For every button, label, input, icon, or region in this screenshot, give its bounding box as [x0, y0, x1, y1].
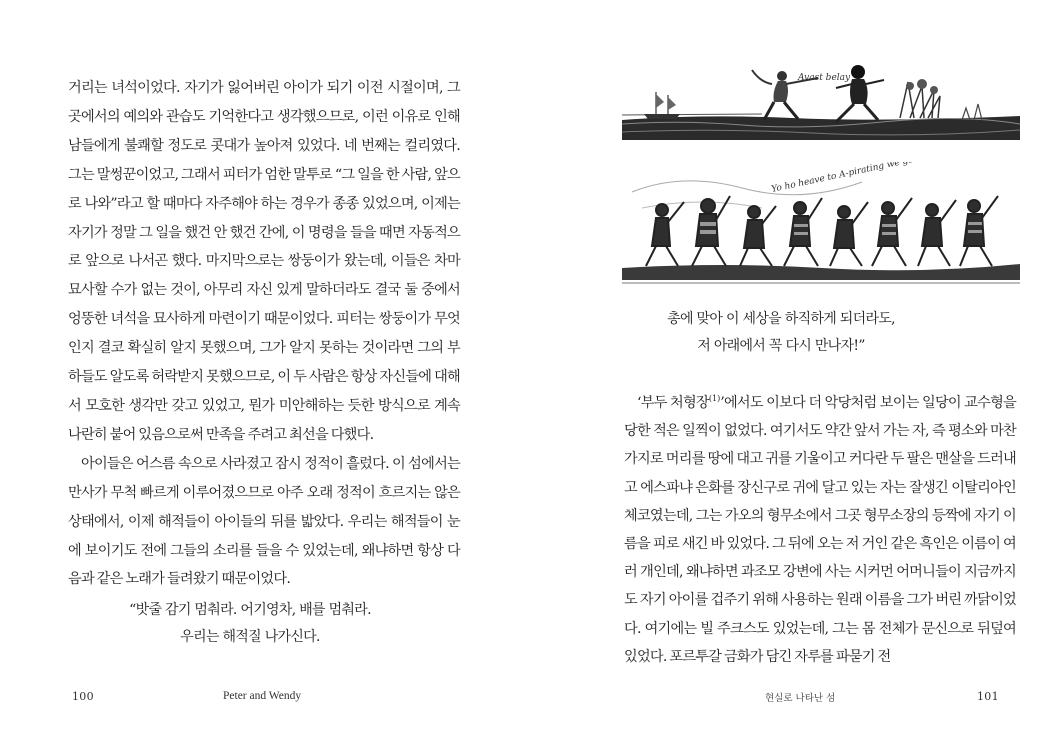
- running-head: Peter and Wendy: [223, 690, 302, 702]
- body-text: ‘부두 처형장: [637, 395, 709, 411]
- left-page: [0, 0, 531, 748]
- bush-icon: [900, 79, 982, 120]
- verse-line: 저 아래에서 꼭 다시 만나자!”: [697, 338, 865, 354]
- ship-icon: [644, 92, 680, 119]
- footnote-marker[interactable]: (1): [708, 394, 721, 403]
- right-text-column: [624, 389, 1016, 671]
- song-verse: [120, 597, 380, 651]
- song-verse: [651, 306, 911, 360]
- verse-line: “밧줄 감기 멈춰라. 어기영차, 배를 멈춰라.: [129, 602, 371, 618]
- body-text: ’에서도 이보다 더 악당처럼 보이는 일당이 교수형을 당한 적은 일찍이 없었다. 여기서도 약간 앞서 가는 자, 즉 평소와 마찬가지로 머리를 땅에 대고 귀를 기울이고 커다란 두 팔은 맨살을 드러내고 에스파냐 은화를 장신구로 귀에 달고 있는 자는 잘생긴 이탈리아인 체코였는데, 그는 가오의 형무소에서 그곳 형무소장의 등짝에 자기 이름을 피로 새긴 바 있었다. 그 뒤에 오는 저 거인 같은 흑인은 이름이 여러 개인데, 왜냐하면 과조모 강변에 사는 시커먼 어머니들이 지금까지도 자기 아이를 겁주기 위해 사용하는 원래 이름을 그가 버린 까닭이었다. 여기에는 빌 주크스도 있었는데, 그는 몸 전체가 문신으로 뒤덮여 있었다. 포르투갈 금화가 담긴 자루를 파묻기 전: [624, 395, 1016, 665]
- pirate-duel-illustration-icon: [622, 62, 1020, 140]
- body-paragraph: 아이들은 어스름 속으로 사라졌고 잠시 정적이 흘렀다. 이 섬에서는 만사가 무척 빠르게 이루어졌으므로 아주 오래 정적이 흐르지는 않은 상태에서, 이제 해적들이 아이들의 뒤를 밟았다. 우리는 해적들이 눈에 보이기도 전에 그들의 소리를 들을 수 있었는데, 왜냐하면 항상 다음과 같은 노래가 들려왔기 때문이었다.: [68, 455, 460, 588]
- right-page: [531, 0, 1063, 748]
- illustration-lettering: Avast belay: [798, 73, 851, 83]
- running-head: 현실로 나타난 섬: [765, 693, 836, 704]
- page-number: 101: [977, 690, 999, 703]
- left-text-column: [68, 74, 460, 594]
- body-paragraph: [624, 389, 1016, 671]
- body-paragraph: 거리는 녀석이었다. 자기가 잃어버린 아이가 되기 이전 시절이며, 그곳에서의 예의와 관습도 기억한다고 생각했으므로, 이런 이유로 인해 남들에게 불쾌할 정도로 콧대가 높아져 있었다. 네 번째는 컬리였다. 그는 말썽꾼이었고, 그래서 피터가 엄한 말투로 “그 일을 한 사람, 앞으로 나와”라고 할 때마다 자주해야 하는 경우가 종종 있었으며, 이제는 자기가 정말 그 일을 했건 안 했건 간에, 이 명령을 들을 때면 자동적으로 앞으로 나서곤 했다. 마지막으로는 쌍둥이가 왔는데, 이들은 차마 묘사할 수가 없는 것이, 아무리 자신 있게 말하더라도 결국 둘 중에서 엉뚱한 녀석을 묘사하게 마련이기 때문이었다. 피터는 쌍둥이가 무엇인지 결코 확실히 알지 못했으며, 그가 알지 못하는 것이라면 그의 부하들도 알도록 허락받지 못했으므로, 이 두 사람은 항상 자신들에 대해서 모호한 생각만 갖고 있었고, 뭔가 미안해하는 듯한 방식으로 계속 나란히 붙어 있음으로써 만족을 주려고 최선을 다했다.: [68, 80, 460, 443]
- verse-line: 우리는 해적질 나가신다.: [180, 629, 320, 645]
- page-number: 100: [72, 690, 94, 703]
- pirate-crew-icon: [646, 196, 998, 266]
- pirate-procession-illustration-icon: [622, 162, 1020, 290]
- illustration-lettering: Yo ho heave to A-pirating we go: [770, 162, 915, 195]
- verse-line: 총에 맞아 이 세상을 하직하게 되더라도,: [667, 311, 895, 327]
